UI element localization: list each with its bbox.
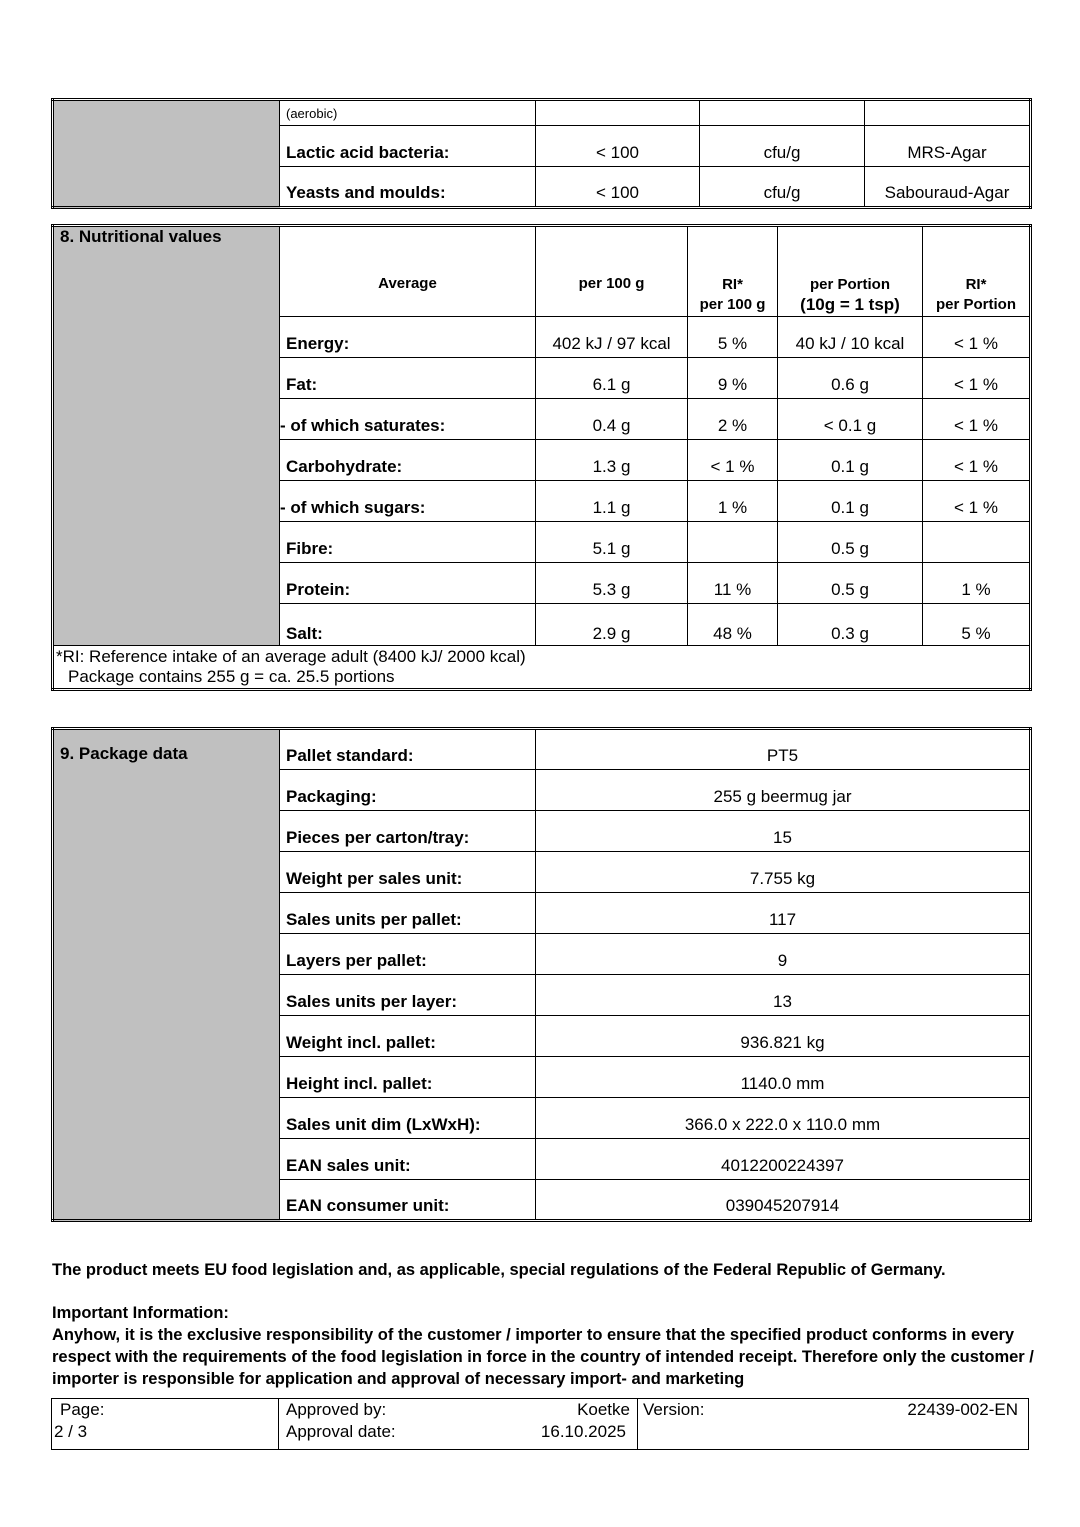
package-label: Pallet standard: — [280, 729, 536, 770]
portions-note: Package contains 255 g = ca. 25.5 portions — [68, 667, 395, 686]
package-label: EAN sales unit: — [280, 1139, 536, 1180]
table-row — [53, 729, 1031, 770]
micro-value: < 100 — [536, 126, 700, 167]
nutrient-riportion: < 1 % — [923, 481, 1031, 522]
package-label: Sales units per pallet: — [280, 893, 536, 934]
nutrient-riportion: < 1 % — [923, 399, 1031, 440]
nutrient-label: Energy: — [280, 317, 536, 358]
nutrition-table — [51, 224, 1032, 691]
nutrient-per100: 1.3 g — [536, 440, 688, 481]
footer-divider — [637, 1399, 638, 1449]
header-portion-label: per Portion — [809, 276, 890, 293]
nutrient-riportion — [923, 522, 1031, 563]
nutrient-portion: < 0.1 g — [778, 399, 923, 440]
nutrition-section-title: 8. Nutritional values — [53, 226, 280, 646]
package-value: 9 — [536, 934, 1031, 975]
nutrient-riportion: 1 % — [923, 563, 1031, 604]
aerobic-note: (aerobic) — [280, 100, 536, 126]
micro-unit: cfu/g — [700, 167, 865, 208]
nutrient-per100: 5.1 g — [536, 522, 688, 563]
nutrient-riportion: < 1 % — [923, 317, 1031, 358]
nutrient-riportion: < 1 % — [923, 440, 1031, 481]
header-per100: per 100 g — [536, 226, 688, 317]
package-table — [51, 727, 1032, 1222]
package-value: 255 g beermug jar — [536, 770, 1031, 811]
micro-label: Yeasts and moulds: — [280, 167, 536, 208]
microbiology-table — [51, 98, 1032, 209]
important-info-title: Important Information: — [52, 1304, 229, 1322]
package-value: 366.0 x 222.0 x 110.0 mm — [536, 1098, 1031, 1139]
nutrient-ri100: 11 % — [688, 563, 778, 604]
micro-label: Lactic acid bacteria: — [280, 126, 536, 167]
approved-by-value: Koetke — [577, 1400, 630, 1419]
package-section-title: 9. Package data — [53, 729, 280, 1221]
package-label: Height incl. pallet: — [280, 1057, 536, 1098]
nutrient-ri100: 1 % — [688, 481, 778, 522]
footer-page — [54, 1399, 270, 1449]
nutrient-per100: 6.1 g — [536, 358, 688, 399]
footer-divider — [278, 1399, 279, 1449]
important-info-text: Anyhow, it is the exclusive responsibility of the customer / importer to ensure that the specified product conforms in every respect with the requirements of the food legislation in force in the country of intended receipt. Therefore only the customer / importer is responsible for application and approval of necessary import- and marketing — [52, 1326, 1034, 1388]
nutrient-label: Salt: — [280, 604, 536, 646]
ri-footnote: *RI: Reference intake of an average adult (8400 kJ/ 2000 kcal) — [56, 647, 526, 666]
nutrient-ri100: 5 % — [688, 317, 778, 358]
footer-approval — [286, 1399, 630, 1449]
micro-method: MRS-Agar — [865, 126, 1031, 167]
document-footer — [51, 1398, 1029, 1450]
header-per-portion — [778, 226, 923, 317]
micro-section-gray — [53, 100, 280, 208]
nutrient-portion: 0.5 g — [778, 522, 923, 563]
nutrient-portion: 0.3 g — [778, 604, 923, 646]
nutrient-portion: 40 kJ / 10 kcal — [778, 317, 923, 358]
nutrient-label: - of which saturates: — [280, 399, 536, 440]
nutrient-per100: 402 kJ / 97 kcal — [536, 317, 688, 358]
header-ri2-label: RI* — [965, 276, 987, 293]
package-value: 4012200224397 — [536, 1139, 1031, 1180]
package-value: 7.755 kg — [536, 852, 1031, 893]
package-label: EAN consumer unit: — [280, 1180, 536, 1221]
package-label: Packaging: — [280, 770, 536, 811]
package-value: 15 — [536, 811, 1031, 852]
header-ri-label: RI* — [722, 276, 743, 293]
nutrient-ri100: 48 % — [688, 604, 778, 646]
nutrient-portion: 0.6 g — [778, 358, 923, 399]
header-ri-per100 — [688, 226, 778, 317]
page-label: Page: — [60, 1400, 105, 1419]
nutrient-riportion: 5 % — [923, 604, 1031, 646]
package-label: Sales units per layer: — [280, 975, 536, 1016]
approval-date-label: Approval date: — [286, 1422, 396, 1441]
page-number: 2 / 3 — [54, 1422, 88, 1441]
package-value: PT5 — [536, 729, 1031, 770]
nutrient-per100: 0.4 g — [536, 399, 688, 440]
nutrient-per100: 2.9 g — [536, 604, 688, 646]
nutrient-riportion: < 1 % — [923, 358, 1031, 399]
package-label: Weight per sales unit: — [280, 852, 536, 893]
nutrient-portion: 0.1 g — [778, 440, 923, 481]
legislation-statement: The product meets EU food legislation and, as applicable, special regulations of the Federal Republic of Germany. — [52, 1261, 946, 1279]
footer-version — [643, 1399, 1018, 1449]
nutrient-ri100: 2 % — [688, 399, 778, 440]
header-ri2-sub: per Portion — [935, 296, 1016, 313]
header-portion-sub: (10g = 1 tsp) — [800, 295, 900, 314]
micro-value: < 100 — [536, 167, 700, 208]
package-label: Pieces per carton/tray: — [280, 811, 536, 852]
package-value: 039045207914 — [536, 1180, 1031, 1221]
package-label: Layers per pallet: — [280, 934, 536, 975]
nutrient-per100: 1.1 g — [536, 481, 688, 522]
package-label: Weight incl. pallet: — [280, 1016, 536, 1057]
nutrient-label: Fibre: — [280, 522, 536, 563]
approved-by-label: Approved by: — [286, 1400, 387, 1419]
nutrient-ri100: < 1 % — [688, 440, 778, 481]
package-value: 1140.0 mm — [536, 1057, 1031, 1098]
header-average: Average — [280, 226, 536, 317]
version-label: Version: — [643, 1400, 705, 1419]
nutrient-ri100 — [688, 522, 778, 563]
nutrient-label: Carbohydrate: — [280, 440, 536, 481]
package-value: 13 — [536, 975, 1031, 1016]
header-ri-per-portion — [923, 226, 1031, 317]
package-label: Sales unit dim (LxWxH): — [280, 1098, 536, 1139]
approval-date-value: 16.10.2025 — [540, 1422, 626, 1441]
nutrient-label: - of which sugars: — [280, 481, 536, 522]
version-value: 22439-002-EN — [907, 1400, 1018, 1419]
package-value: 117 — [536, 893, 1031, 934]
nutrient-label: Fat: — [280, 358, 536, 399]
nutrient-portion: 0.5 g — [778, 563, 923, 604]
micro-method: Sabouraud-Agar — [865, 167, 1031, 208]
nutrient-portion: 0.1 g — [778, 481, 923, 522]
nutrient-per100: 5.3 g — [536, 563, 688, 604]
nutrient-label: Protein: — [280, 563, 536, 604]
nutrient-ri100: 9 % — [688, 358, 778, 399]
nutrition-footnote — [53, 646, 1031, 690]
package-value: 936.821 kg — [536, 1016, 1031, 1057]
header-ri-sub: per 100 g — [699, 296, 766, 313]
micro-unit: cfu/g — [700, 126, 865, 167]
